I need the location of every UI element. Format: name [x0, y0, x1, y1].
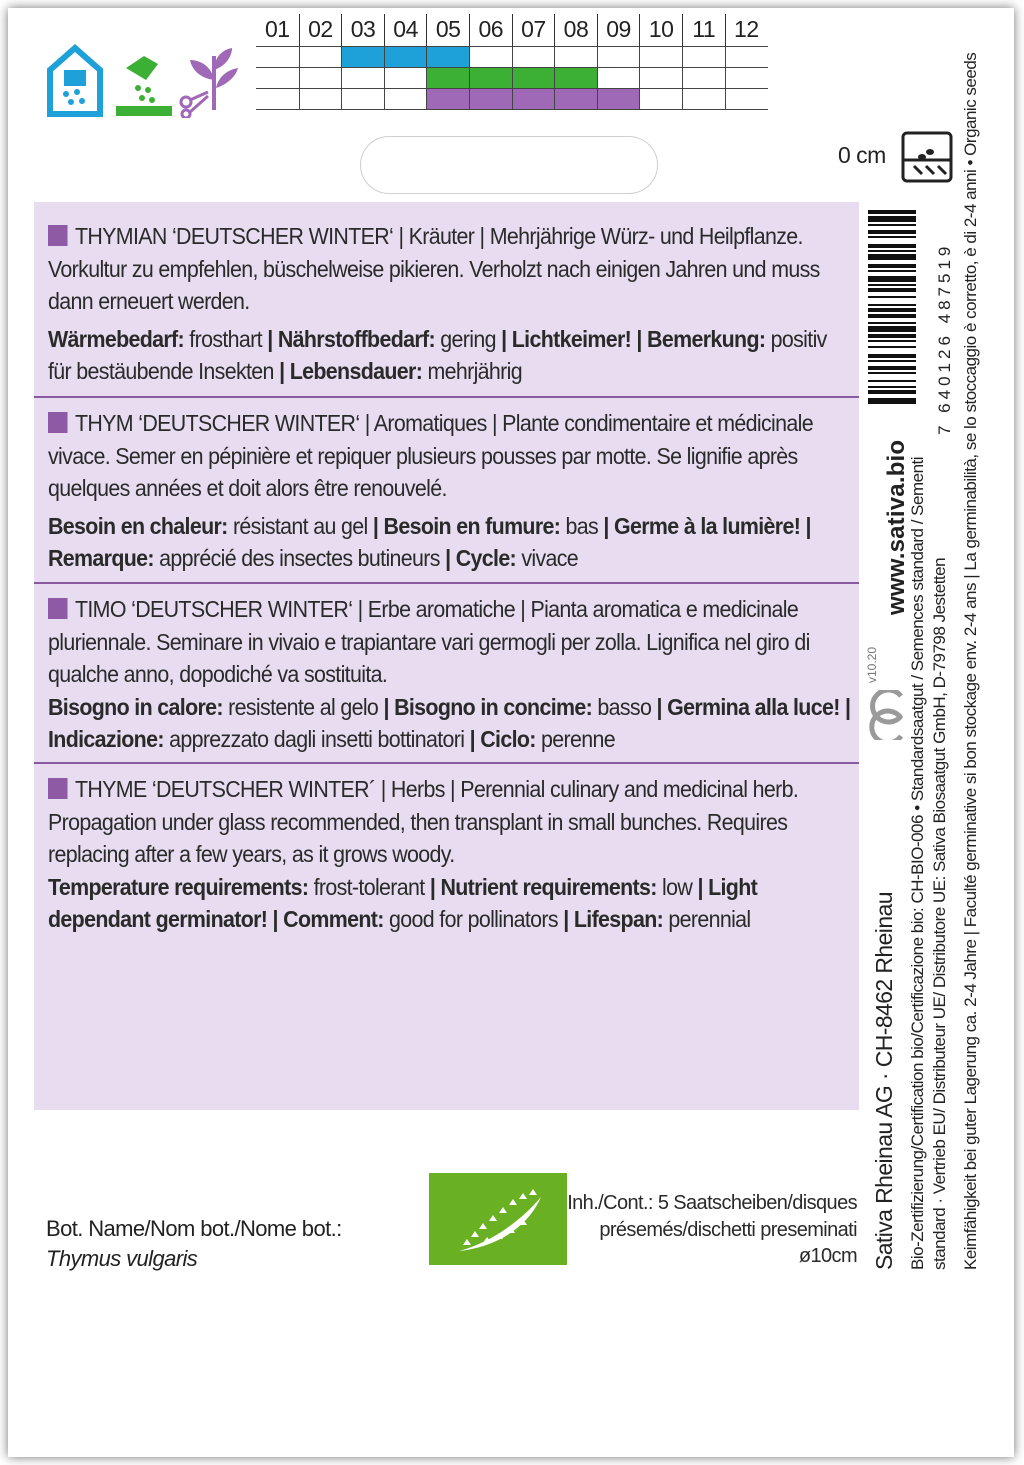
ean-number: 7 640126 487519 [935, 242, 954, 435]
barcode-bar [868, 236, 916, 238]
greenhouse-sowing-icon [46, 44, 104, 118]
purple-square-icon [48, 412, 68, 433]
key-en-1: Temperature requirements: [48, 873, 309, 900]
contents-line-3: ø10cm [798, 1245, 857, 1267]
version-label: v10.20 [865, 646, 879, 683]
calendar-gridline [725, 47, 726, 67]
calendar-rows [256, 46, 768, 110]
calendar-month-12: 12 [725, 14, 768, 46]
barcode-bar [868, 296, 916, 298]
key-fr-3: | Germe à la lumière! | Remarque: [48, 512, 811, 571]
value-de-1: frosthart [184, 325, 268, 352]
barcode-bar [868, 398, 916, 404]
calendar-month-02: 02 [299, 14, 342, 46]
barcode-bar [868, 254, 916, 260]
barcode-bar [868, 326, 916, 332]
title-it: TIMO ‘DEUTSCHER WINTER‘ [74, 596, 353, 622]
calendar-gridline [597, 89, 598, 109]
calendar-gridline [299, 68, 300, 88]
barcode-bar [868, 314, 916, 318]
requirements-de [48, 323, 855, 388]
barcode-bar [868, 216, 916, 222]
key-de-4: | Lebensdauer: [279, 358, 423, 384]
description-fr [48, 407, 855, 505]
text-block-de [48, 220, 851, 388]
key-en-2: | Nutrient requirements: [429, 873, 657, 900]
sowing-depth-label: 0 cm [838, 142, 886, 168]
purple-square-icon [48, 598, 68, 619]
calendar-gridline [384, 89, 385, 109]
value-it-4: perenne [535, 726, 616, 752]
barcode-bar [868, 322, 916, 324]
calendar-gridline [554, 47, 555, 67]
calendar-gridline [554, 68, 555, 88]
calendar-bar-harvest [426, 89, 639, 109]
barcode-bar [868, 360, 916, 362]
key-fr-2: | Besoin en fumure: [372, 512, 561, 539]
calendar-gridline [341, 89, 342, 109]
title-fr: THYM ‘DEUTSCHER WINTER‘ [74, 410, 360, 436]
barcode-bar [868, 304, 916, 306]
barcode-bar [868, 284, 916, 286]
text-block-en [48, 773, 851, 936]
botanical-label: Bot. Name/Nom bot./Nome bot.: [46, 1216, 342, 1241]
key-en-4: | Lifespan: [563, 906, 664, 932]
calendar-month-06: 06 [469, 14, 512, 46]
certification-text: Bio-Zertifizierung/Certification bio/Certificazione bio: CH-BIO-006 • Standardsaatgut / Semences standard / Sementi [908, 456, 927, 1270]
seed-depth-icon [900, 130, 954, 184]
calendar-row-harvest [256, 88, 768, 110]
key-fr-1: Besoin en chaleur: [48, 512, 228, 539]
barcode-bar [868, 354, 916, 358]
barcode-bar [868, 346, 916, 348]
barcode-bar [868, 270, 916, 272]
description-it [48, 593, 855, 691]
calendar-gridline [597, 68, 598, 88]
barcode-bar [868, 276, 916, 282]
value-en-2: low [656, 873, 698, 900]
key-it-1: Bisogno in calore: [48, 693, 223, 720]
contents-line-1: Inh./Cont.: 5 Saatscheiben/disques [567, 1192, 857, 1214]
text-block-it [48, 593, 851, 756]
purple-square-icon [48, 778, 68, 799]
divider-2 [34, 582, 859, 584]
barcode-bar [868, 372, 916, 374]
calendar-gridline [384, 47, 385, 67]
key-de-3: | Lichtkeimer! | Bemerkung: [501, 325, 766, 352]
calendar-gridline [682, 68, 683, 88]
barcode-bar [868, 334, 916, 338]
calendar-gridline [426, 47, 427, 67]
barcode-bar [868, 340, 916, 342]
description-en [48, 773, 855, 871]
calendar-gridline [639, 47, 640, 67]
ce-mark-icon [867, 690, 907, 740]
calendar-month-07: 07 [512, 14, 555, 46]
harvest-scissors-icon [178, 44, 244, 118]
calendar-gridline [384, 68, 385, 88]
barcode-bar [868, 288, 916, 292]
company-address: Sativa Rheinau AG · CH-8462 Rheinau [871, 892, 897, 1270]
description-de [48, 220, 855, 318]
desc-de: | Kräuter | Mehrjährige Würz- und Heilpflanze. Vorkultur zu empfehlen, büschelweise pikieren. Verholzt nach einigen Jahren und muss dann erneuert werden. [48, 223, 820, 314]
sowing-calendar [256, 14, 768, 110]
barcode-bar [868, 224, 916, 226]
desc-it: | Erbe aromatiche | Pianta aromatica e medicinale pluriennale. Seminare in vivaio e trapiantare vari germogli per zolla. Lignifica nel giro di qualche anno, dopodiché va sostituita. [48, 596, 810, 687]
calendar-gridline [426, 89, 427, 109]
divider-3 [34, 762, 859, 764]
calendar-gridline [639, 68, 640, 88]
purple-square-icon [48, 225, 68, 246]
barcode-bar [868, 244, 916, 248]
calendar-month-04: 04 [384, 14, 427, 46]
eu-organic-leaf-logo [429, 1173, 567, 1265]
calendar-gridline [725, 68, 726, 88]
calendar-gridline [299, 47, 300, 67]
calendar-month-01: 01 [265, 16, 290, 42]
calendar-gridline [341, 68, 342, 88]
desc-fr: | Aromatiques | Plante condimentaire et médicinale vivace. Semer en pépinière et repiquer plusieurs pousses par motte. Se lignifie après quelques années et doit alors être renouvelé. [48, 410, 813, 501]
botanical-name [46, 1214, 342, 1274]
calendar-month-03: 03 [341, 14, 384, 46]
calendar-month-10: 10 [639, 14, 682, 46]
calendar-gridline [639, 89, 640, 109]
calendar-gridline [725, 89, 726, 109]
value-en-3: good for pollinators [383, 906, 564, 932]
value-de-3: positiv für bestäubende Insekten [48, 325, 827, 384]
key-en-3: | Light dependant germinator! | Comment: [48, 873, 758, 932]
website-link[interactable]: www.sativa.bio [883, 439, 910, 615]
key-it-4: | Ciclo: [469, 726, 536, 752]
contents-line-2: présemés/dischetti preseminati [599, 1218, 857, 1241]
calendar-gridline [299, 89, 300, 109]
calendar-gridline [469, 47, 470, 67]
botanical-latin-name: Thymus vulgaris [46, 1246, 198, 1271]
value-fr-3: apprécié des insectes butineurs [153, 545, 446, 571]
requirements-it [48, 691, 855, 756]
calendar-gridline [554, 89, 555, 109]
value-it-2: basso [592, 693, 657, 720]
calendar-month-05: 05 [426, 14, 469, 46]
package-contents [560, 1190, 857, 1270]
value-it-3: apprezzato dagli insetti bottinatori [163, 726, 470, 752]
requirements-fr [48, 510, 855, 575]
germination-text: Keimfähigkeit bei guter Lagerung ca. 2-4 Jahre | Faculté germinative si bon stockage env. 2-4 ans | La germinabilità, se lo stoccaggio è corretto, è di 2-4 anni • Organic seeds [961, 52, 980, 1270]
text-block-fr [48, 407, 851, 575]
calendar-gridline [469, 89, 470, 109]
barcode-bar [868, 386, 916, 388]
value-de-2: gering [434, 325, 502, 352]
key-de-1: Wärmebedarf: [48, 325, 185, 352]
calendar-gridline [341, 47, 342, 67]
calendar-gridline [426, 68, 427, 88]
requirements-en [48, 871, 855, 936]
title-en: THYME ‘DEUTSCHER WINTER´ [74, 776, 376, 802]
calendar-bar-sowing-under-cover [341, 47, 469, 67]
calendar-gridline [682, 89, 683, 109]
calendar-gridline [682, 47, 683, 67]
barcode [868, 210, 916, 438]
divider-1 [34, 396, 859, 398]
key-fr-4: | Cycle: [445, 545, 517, 571]
value-en-1: frost-tolerant [308, 873, 430, 900]
value-de-4: mehrjährig [422, 358, 523, 384]
value-fr-2: bas [560, 512, 604, 539]
description-panel [34, 202, 859, 1110]
calendar-gridline [512, 68, 513, 88]
key-it-2: | Bisogno in concime: [383, 693, 593, 720]
value-en-4: perennial [663, 906, 751, 932]
barcode-bar [868, 390, 916, 394]
calendar-month-header [256, 14, 768, 46]
barcode-bar [868, 380, 916, 382]
distribution-text: standard · Vertrieb EU/ Distributeur UE/ Distributore UE: Sativa Biosaatgut GmbH, D-79798 Jestetten [930, 557, 949, 1270]
value-it-1: resistente al gelo [222, 693, 384, 720]
hanger-hole [360, 136, 658, 194]
calendar-gridline [512, 47, 513, 67]
title-de: THYMIAN ‘DEUTSCHER WINTER‘ [74, 223, 394, 249]
key-it-3: | Germina alla luce! | Indicazione: [48, 693, 851, 752]
barcode-bar [868, 264, 916, 268]
barcode-bar [868, 250, 916, 252]
value-fr-4: vivace [516, 545, 579, 571]
value-fr-1: résistant au gel [227, 512, 373, 539]
barcode-bar [868, 366, 916, 370]
calendar-row-sowing-under-cover [256, 46, 768, 67]
calendar-gridline [469, 68, 470, 88]
calendar-gridline [512, 89, 513, 109]
key-de-2: | Nährstoffbedarf: [267, 325, 435, 352]
barcode-bar [868, 210, 916, 214]
calendar-month-09: 09 [597, 14, 640, 46]
calendar-gridline [597, 47, 598, 67]
calendar-row-sowing-outdoor [256, 67, 768, 88]
calendar-month-11: 11 [682, 14, 725, 46]
direct-sowing-icon [114, 52, 174, 118]
desc-en: | Herbs | Perennial culinary and medicinal herb. Propagation under glass recommended, then transplant in small bunches. Requires replacing after a few years, as it grows woody. [48, 776, 799, 867]
calendar-month-08: 08 [554, 14, 597, 46]
barcode-bar [868, 308, 916, 312]
barcode-bar [868, 230, 916, 234]
